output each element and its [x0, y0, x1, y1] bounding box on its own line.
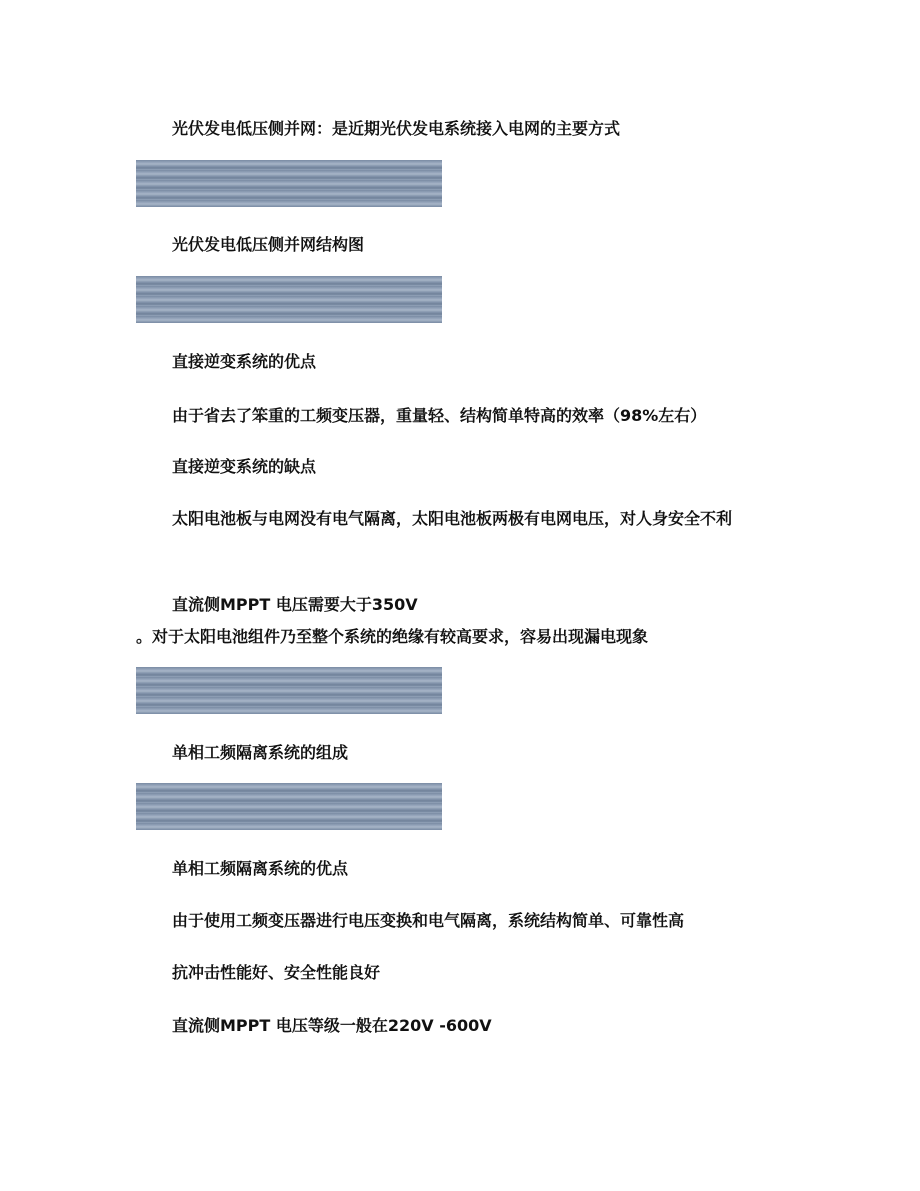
paragraph-structure-diagram-title: 光伏发电低压侧并网结构图 — [172, 235, 365, 254]
paragraph-direct-inverter-advantages: 由于省去了笨重的工频变压器，重量轻、结构简单特高的效率（98%左右） — [172, 406, 707, 425]
figure-image-4 — [136, 783, 442, 830]
figure-image-2 — [136, 276, 442, 323]
heading-single-phase-isolation-advantages: 单相工频隔离系统的优点 — [172, 859, 349, 878]
figure-image-3 — [136, 667, 442, 714]
paragraph-direct-inverter-disadvantages: 太阳电池板与电网没有电气隔离，太阳电池板两极有电网电压，对人身安全不利 — [172, 509, 733, 528]
paragraph-lv-grid-connection: 光伏发电低压侧并网：是近期光伏发电系统接入电网的主要方式 — [172, 119, 621, 138]
paragraph-impact-resistance: 抗冲击性能好、安全性能良好 — [172, 963, 381, 982]
figure-image-1 — [136, 160, 442, 207]
heading-single-phase-isolation-composition: 单相工频隔离系统的组成 — [172, 743, 349, 762]
heading-direct-inverter-disadvantages: 直接逆变系统的缺点 — [172, 457, 317, 476]
paragraph-insulation-requirement: 。对于太阳电池组件乃至整个系统的绝缘有较高要求，容易出现漏电现象 — [136, 627, 649, 646]
heading-direct-inverter-advantages: 直接逆变系统的优点 — [172, 352, 317, 371]
paragraph-transformer-isolation: 由于使用工频变压器进行电压变换和电气隔离，系统结构简单、可靠性高 — [172, 911, 685, 930]
paragraph-dc-mppt-voltage-range: 直流侧MPPT 电压等级一般在220V -600V — [172, 1016, 492, 1035]
paragraph-dc-mppt-voltage-350v: 直流侧MPPT 电压需要大于350V — [172, 595, 418, 614]
